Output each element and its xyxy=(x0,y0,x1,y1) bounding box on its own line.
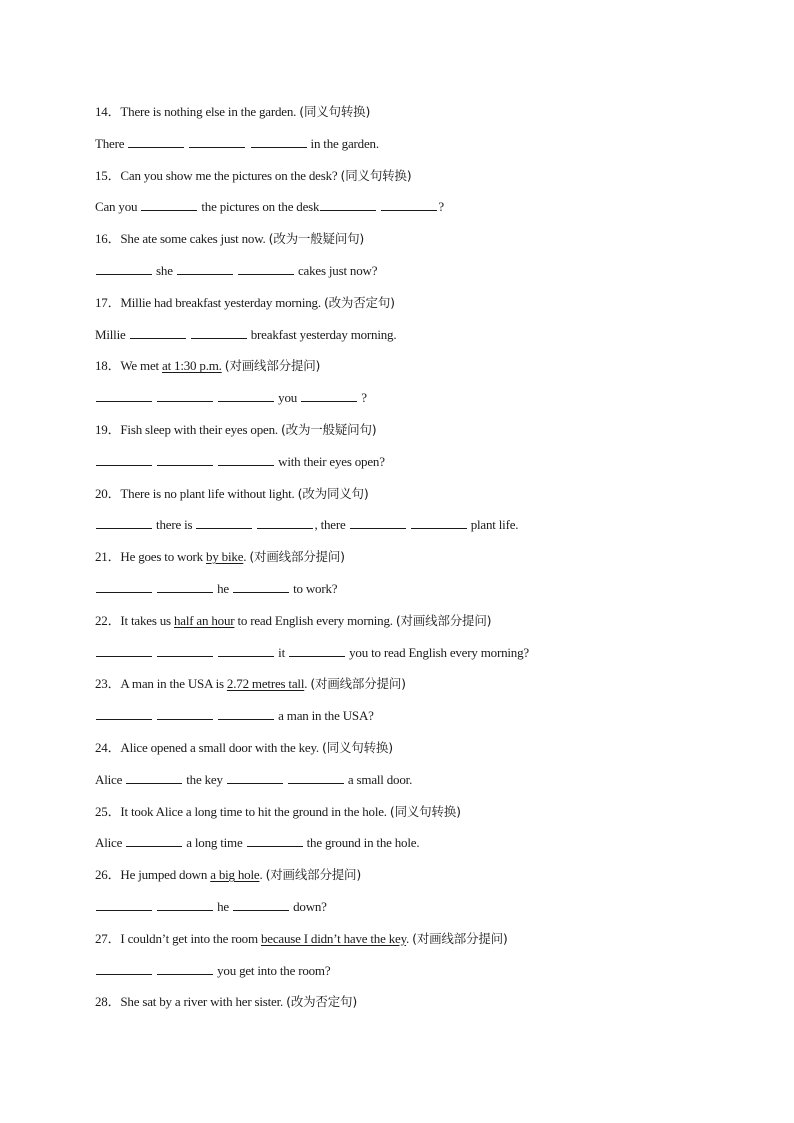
answer-text xyxy=(153,390,156,405)
answer-line xyxy=(95,772,412,788)
answer-blank[interactable] xyxy=(157,581,213,593)
answer-text: Millie xyxy=(95,326,129,342)
answer-line xyxy=(95,963,330,979)
instruction-note: (对画线部分提问) xyxy=(395,612,492,628)
answer-blank[interactable] xyxy=(320,199,376,211)
answer-blank[interactable] xyxy=(126,772,182,784)
prompt-text: 28．She sat by a river with her sister. xyxy=(95,994,287,1010)
question-prompt xyxy=(95,486,369,502)
answer-blank[interactable] xyxy=(288,772,344,784)
instruction-note: (对画线部分提问) xyxy=(310,676,406,692)
instruction-note: (改为否定句) xyxy=(286,994,357,1010)
answer-text: he xyxy=(214,899,233,914)
answer-blank[interactable] xyxy=(96,581,152,593)
question-prompt xyxy=(95,867,361,883)
answer-text: cakes just now? xyxy=(294,263,378,278)
instruction-note: (改为一般疑问句) xyxy=(268,231,365,247)
prompt-text: 16．She ate some cakes just now. xyxy=(95,231,269,247)
question-prompt xyxy=(95,104,370,120)
answer-text xyxy=(214,390,217,405)
answer-blank[interactable] xyxy=(177,263,233,275)
instruction-note: (同义句转换) xyxy=(340,167,412,183)
answer-text xyxy=(153,963,156,978)
answer-line xyxy=(95,390,367,406)
answer-blank[interactable] xyxy=(96,454,152,466)
answer-blank[interactable] xyxy=(247,835,303,847)
answer-blank[interactable] xyxy=(233,581,289,593)
answer-blank[interactable] xyxy=(301,390,357,402)
answer-text xyxy=(185,136,188,151)
answer-text xyxy=(377,199,380,214)
answer-blank[interactable] xyxy=(96,517,152,529)
question-prompt xyxy=(95,613,491,629)
answer-text: Can you xyxy=(95,199,141,215)
question-prompt xyxy=(95,358,320,374)
answer-blank[interactable] xyxy=(196,517,252,529)
answer-line xyxy=(95,199,444,215)
underlined-part: at 1:30 p.m. xyxy=(162,358,222,374)
answer-blank[interactable] xyxy=(157,645,213,657)
answer-blank[interactable] xyxy=(96,645,152,657)
answer-blank[interactable] xyxy=(227,772,283,784)
underlined-part: half an hour xyxy=(173,612,235,628)
answer-line xyxy=(95,517,518,533)
answer-text: ? xyxy=(358,390,367,406)
answer-text: to work? xyxy=(290,581,338,596)
answer-blank[interactable] xyxy=(96,390,152,402)
answer-text: plant life. xyxy=(467,517,519,533)
answer-blank[interactable] xyxy=(381,199,437,211)
prompt-text: . xyxy=(243,549,250,565)
answer-text xyxy=(214,708,217,723)
answer-blank[interactable] xyxy=(218,645,274,657)
instruction-note: (改为否定句) xyxy=(323,294,395,310)
answer-line xyxy=(95,327,396,343)
answer-blank[interactable] xyxy=(126,835,182,847)
instruction-note: (改为一般疑问句) xyxy=(280,422,377,437)
prompt-text: 25．It took Alice a long time to hit the ground in the hole. xyxy=(95,803,390,819)
answer-text: with their eyes open? xyxy=(275,453,385,469)
answer-line xyxy=(95,645,529,661)
instruction-note: (对画线部分提问) xyxy=(249,549,345,565)
prompt-text: 21．He goes to work xyxy=(95,549,207,565)
question-prompt xyxy=(95,295,395,311)
answer-text xyxy=(153,899,156,914)
answer-text: you xyxy=(275,390,301,406)
answer-text: breakfast yesterday morning. xyxy=(247,326,397,342)
prompt-text: 22．It takes us xyxy=(95,612,174,628)
answer-blank[interactable] xyxy=(157,454,213,466)
answer-text xyxy=(284,772,287,787)
answer-blank[interactable] xyxy=(191,327,247,339)
answer-blank[interactable] xyxy=(189,136,245,148)
answer-text: a small door. xyxy=(344,771,413,787)
prompt-text: 26．He jumped down xyxy=(95,867,211,883)
answer-text xyxy=(214,645,217,660)
instruction-note: (同义句转换) xyxy=(322,740,393,755)
answer-text: Alice xyxy=(95,771,126,787)
answer-blank[interactable] xyxy=(130,327,186,339)
answer-text xyxy=(253,517,256,532)
answer-text xyxy=(246,136,249,151)
instruction-note: (对画线部分提问) xyxy=(224,358,321,374)
answer-blank[interactable] xyxy=(233,899,289,911)
prompt-text: . xyxy=(304,676,311,692)
prompt-text: . xyxy=(406,930,413,946)
underlined-part: a big hole xyxy=(210,867,260,883)
prompt-text: 14．There is nothing else in the garden. xyxy=(95,104,300,119)
instruction-note: (对画线部分提问) xyxy=(412,930,508,946)
underlined-part: by bike xyxy=(206,549,244,565)
answer-blank[interactable] xyxy=(157,708,213,720)
answer-text: there is xyxy=(153,517,196,533)
answer-line xyxy=(95,899,327,915)
answer-text xyxy=(214,454,217,469)
answer-blank[interactable] xyxy=(96,708,152,720)
answer-text: you get into the room? xyxy=(214,962,331,978)
instruction-note: (同义句转换) xyxy=(389,803,461,819)
answer-blank[interactable] xyxy=(218,708,274,720)
underlined-part: 2.72 metres tall xyxy=(226,676,305,692)
answer-text: you to read English every morning? xyxy=(346,644,529,660)
answer-blank[interactable] xyxy=(96,899,152,911)
answer-text: ? xyxy=(438,199,444,215)
answer-text: , there xyxy=(314,517,349,533)
answer-text: the ground in the hole. xyxy=(303,835,420,851)
question-prompt xyxy=(95,740,393,756)
answer-text xyxy=(153,645,156,660)
instruction-note: (同义句转换) xyxy=(299,104,371,119)
answer-blank[interactable] xyxy=(157,899,213,911)
answer-text: the key xyxy=(183,771,226,787)
answer-blank[interactable] xyxy=(350,517,406,529)
answer-text: the pictures on the desk xyxy=(198,199,320,215)
answer-blank[interactable] xyxy=(141,199,197,211)
underlined-part: because I didn’t have the key xyxy=(260,930,407,946)
answer-line xyxy=(95,454,385,470)
answer-blank[interactable] xyxy=(96,963,152,975)
prompt-text: 20．There is no plant life without light. xyxy=(95,485,298,501)
answer-line xyxy=(95,581,337,597)
answer-line xyxy=(95,136,379,152)
answer-text: a long time xyxy=(183,835,246,851)
answer-text: down? xyxy=(290,899,327,914)
prompt-text: 18．We met xyxy=(95,358,162,374)
instruction-note: (改为同义句) xyxy=(297,485,369,501)
answer-text xyxy=(153,581,156,596)
prompt-text: 19．Fish sleep with their eyes open. xyxy=(95,422,281,437)
question-prompt xyxy=(95,231,364,247)
answer-text: he xyxy=(214,581,233,596)
answer-text xyxy=(153,454,156,469)
answer-blank[interactable] xyxy=(251,136,307,148)
prompt-text: 27．I couldn’t get into the room xyxy=(95,930,261,946)
prompt-text: 23．A man in the USA is xyxy=(95,676,227,692)
answer-text: Alice xyxy=(95,835,126,851)
answer-text xyxy=(407,517,410,532)
answer-blank[interactable] xyxy=(289,645,345,657)
answer-blank[interactable] xyxy=(218,390,274,402)
answer-blank[interactable] xyxy=(411,517,467,529)
prompt-text: . xyxy=(259,867,266,883)
answer-blank[interactable] xyxy=(218,454,274,466)
question-prompt xyxy=(95,168,411,184)
question-prompt xyxy=(95,994,357,1010)
answer-line xyxy=(95,835,419,851)
question-prompt xyxy=(95,676,406,692)
answer-blank[interactable] xyxy=(128,136,184,148)
answer-text: it xyxy=(275,644,289,660)
answer-text xyxy=(234,263,237,278)
answer-line xyxy=(95,708,374,724)
answer-blank[interactable] xyxy=(238,263,294,275)
answer-text: a man in the USA? xyxy=(275,708,374,724)
answer-blank[interactable] xyxy=(157,390,213,402)
instruction-note: (对画线部分提问) xyxy=(265,867,362,883)
prompt-text: to read English every morning. xyxy=(234,612,396,628)
answer-blank[interactable] xyxy=(157,963,213,975)
answer-blank[interactable] xyxy=(257,517,313,529)
prompt-text: 24．Alice opened a small door with the key. xyxy=(95,740,323,755)
answer-blank[interactable] xyxy=(96,263,152,275)
answer-text xyxy=(153,708,156,723)
answer-text xyxy=(187,327,190,342)
answer-text: in the garden. xyxy=(307,135,379,151)
prompt-text: 17．Millie had breakfast yesterday morning. xyxy=(95,294,324,310)
answer-text: There xyxy=(95,135,128,151)
question-prompt xyxy=(95,549,345,565)
prompt-text: 15．Can you show me the pictures on the desk? xyxy=(95,167,341,183)
answer-line xyxy=(95,263,377,279)
question-prompt xyxy=(95,931,508,947)
answer-text: she xyxy=(153,263,176,278)
question-prompt xyxy=(95,804,461,820)
question-prompt xyxy=(95,422,376,438)
